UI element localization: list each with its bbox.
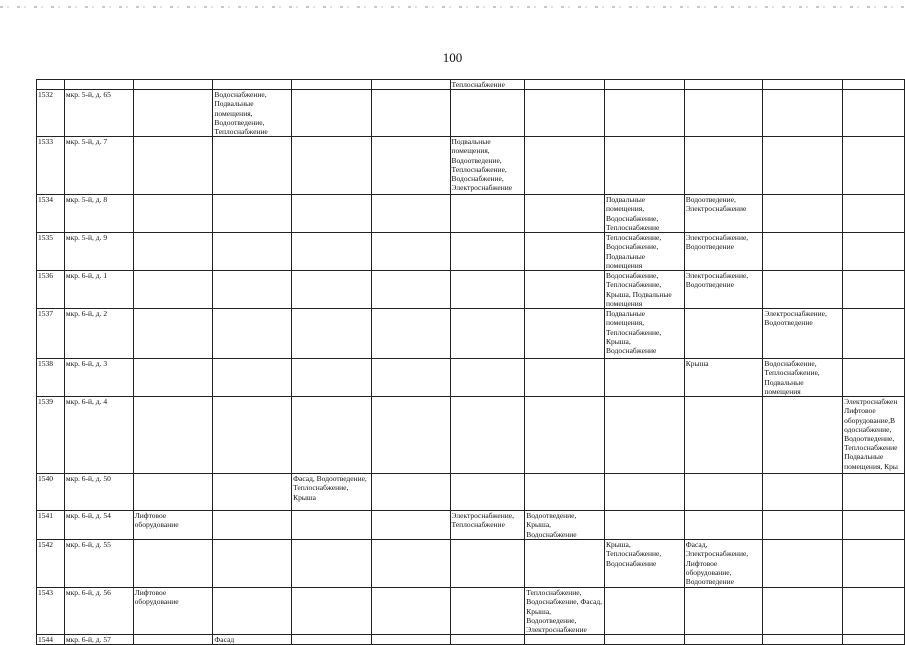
work-type-cell xyxy=(763,271,843,309)
work-type-cell xyxy=(213,80,292,90)
work-type-cell xyxy=(525,195,605,233)
work-type-cell: Водоотведение, Крыша, Водоснабжение xyxy=(525,511,605,540)
address-cell: мкр. 6-й, д. 1 xyxy=(64,271,133,309)
work-type-cell xyxy=(371,233,450,271)
work-type-cell xyxy=(843,359,905,397)
row-number-cell: 1540 xyxy=(37,474,65,511)
work-type-cell xyxy=(525,540,605,588)
work-type-cell xyxy=(843,540,905,588)
work-type-cell xyxy=(133,359,213,397)
work-type-cell xyxy=(684,397,763,474)
work-type-cell xyxy=(763,233,843,271)
table-row xyxy=(37,80,905,90)
table-row xyxy=(37,90,905,137)
work-type-cell xyxy=(213,397,292,474)
work-type-cell xyxy=(763,397,843,474)
address-cell: мкр. 6-й, д. 3 xyxy=(64,359,133,397)
table-body xyxy=(37,80,905,645)
repair-registry-table xyxy=(36,79,905,645)
work-type-cell: Электроснабжен Лифтовое оборудование,В одоснабжение, Водоотведение, Теплоснабжение Подвальные помещения, Кры xyxy=(843,397,905,474)
work-type-cell: Водоотведение, Электроснабжение xyxy=(684,195,763,233)
work-type-cell: Фасад xyxy=(213,635,292,645)
address-cell: мкр. 6-й, д. 57 xyxy=(64,635,133,645)
work-type-cell xyxy=(371,90,450,137)
work-type-cell xyxy=(604,359,684,397)
work-type-cell xyxy=(684,80,763,90)
work-type-cell xyxy=(684,511,763,540)
table-row xyxy=(37,511,905,540)
address-cell: мкр. 5-й, д. 8 xyxy=(64,195,133,233)
work-type-cell xyxy=(213,271,292,309)
work-type-cell xyxy=(684,137,763,195)
work-type-cell xyxy=(525,397,605,474)
work-type-cell xyxy=(763,588,843,635)
work-type-cell xyxy=(213,233,292,271)
address-cell xyxy=(64,80,133,90)
work-type-cell xyxy=(371,540,450,588)
row-number-cell xyxy=(37,80,65,90)
table-row xyxy=(37,309,905,359)
work-type-cell xyxy=(843,271,905,309)
work-type-cell xyxy=(292,540,372,588)
address-cell: мкр. 6-й, д. 56 xyxy=(64,588,133,635)
work-type-cell xyxy=(133,474,213,511)
work-type-cell xyxy=(525,137,605,195)
work-type-cell xyxy=(292,511,372,540)
work-type-cell xyxy=(604,90,684,137)
work-type-cell xyxy=(763,474,843,511)
work-type-cell xyxy=(371,474,450,511)
work-type-cell xyxy=(604,588,684,635)
work-type-cell xyxy=(684,588,763,635)
table-row xyxy=(37,359,905,397)
row-number-cell: 1539 xyxy=(37,397,65,474)
work-type-cell xyxy=(292,137,372,195)
work-type-cell xyxy=(292,195,372,233)
table-row xyxy=(37,195,905,233)
work-type-cell xyxy=(525,80,605,90)
work-type-cell xyxy=(604,397,684,474)
work-type-cell xyxy=(133,271,213,309)
work-type-cell: Крыша, Теплоснабжение, Водоснабжение xyxy=(604,540,684,588)
work-type-cell xyxy=(371,588,450,635)
row-number-cell: 1541 xyxy=(37,511,65,540)
work-type-cell: Фасад, Электроснабжение, Лифтовое оборудование, Водоотведение xyxy=(684,540,763,588)
work-type-cell: Теплоснабжение, Водоснабжение, Фасад, Крыша, Водоотведение, Электроснабжение xyxy=(525,588,605,635)
work-type-cell xyxy=(450,397,525,474)
work-type-cell xyxy=(133,233,213,271)
row-number-cell: 1538 xyxy=(37,359,65,397)
work-type-cell: Теплоснабжение xyxy=(450,80,525,90)
work-type-cell xyxy=(371,271,450,309)
work-type-cell xyxy=(763,80,843,90)
work-type-cell xyxy=(684,309,763,359)
work-type-cell xyxy=(213,474,292,511)
work-type-cell xyxy=(843,474,905,511)
work-type-cell xyxy=(843,588,905,635)
work-type-cell xyxy=(450,588,525,635)
work-type-cell: Крыша xyxy=(684,359,763,397)
work-type-cell: Подвальные помещения, Водоотведение, Теплоснабжение, Водоснабжение, Электроснабжение xyxy=(450,137,525,195)
work-type-cell xyxy=(763,511,843,540)
row-number-cell: 1536 xyxy=(37,271,65,309)
work-type-cell xyxy=(604,474,684,511)
work-type-cell xyxy=(450,233,525,271)
address-cell: мкр. 6-й, д. 54 xyxy=(64,511,133,540)
work-type-cell xyxy=(604,80,684,90)
work-type-cell xyxy=(133,90,213,137)
work-type-cell xyxy=(371,195,450,233)
work-type-cell xyxy=(525,233,605,271)
work-type-cell: Электроснабжение, Теплоснабжение xyxy=(450,511,525,540)
work-type-cell xyxy=(763,90,843,137)
work-type-cell xyxy=(292,309,372,359)
work-type-cell xyxy=(684,474,763,511)
address-cell: мкр. 5-й, д. 9 xyxy=(64,233,133,271)
work-type-cell: Водоснабжение, Теплоснабжение, Подвальные помещения xyxy=(763,359,843,397)
work-type-cell xyxy=(213,359,292,397)
work-type-cell xyxy=(450,195,525,233)
work-type-cell xyxy=(213,137,292,195)
work-type-cell xyxy=(450,90,525,137)
work-type-cell xyxy=(450,540,525,588)
table-row xyxy=(37,540,905,588)
work-type-cell xyxy=(213,540,292,588)
work-type-cell xyxy=(133,540,213,588)
work-type-cell xyxy=(371,80,450,90)
work-type-cell: Электроснабжение, Водоотведение xyxy=(763,309,843,359)
work-type-cell xyxy=(371,309,450,359)
row-number-cell: 1535 xyxy=(37,233,65,271)
work-type-cell xyxy=(292,588,372,635)
work-type-cell xyxy=(133,137,213,195)
work-type-cell xyxy=(525,474,605,511)
work-type-cell: Лифтовое оборудование xyxy=(133,511,213,540)
row-number-cell: 1533 xyxy=(37,137,65,195)
work-type-cell xyxy=(133,309,213,359)
work-type-cell xyxy=(292,233,372,271)
work-type-cell xyxy=(292,397,372,474)
row-number-cell: 1542 xyxy=(37,540,65,588)
work-type-cell xyxy=(450,271,525,309)
work-type-cell xyxy=(843,309,905,359)
address-cell: мкр. 6-й, д. 50 xyxy=(64,474,133,511)
row-number-cell: 1537 xyxy=(37,309,65,359)
work-type-cell xyxy=(213,195,292,233)
table-row xyxy=(37,588,905,635)
work-type-cell xyxy=(843,511,905,540)
work-type-cell xyxy=(450,309,525,359)
table-row xyxy=(37,271,905,309)
table-row xyxy=(37,397,905,474)
work-type-cell: Электроснабжение, Водоотведение xyxy=(684,271,763,309)
work-type-cell xyxy=(843,80,905,90)
row-number-cell: 1543 xyxy=(37,588,65,635)
work-type-cell: Лифтовое оборудование xyxy=(133,588,213,635)
work-type-cell xyxy=(371,511,450,540)
work-type-cell xyxy=(292,359,372,397)
work-type-cell xyxy=(843,137,905,195)
row-number-cell: 1544 xyxy=(37,635,65,645)
work-type-cell xyxy=(371,397,450,474)
table-row xyxy=(37,474,905,511)
work-type-cell xyxy=(763,195,843,233)
work-type-cell xyxy=(371,359,450,397)
work-type-cell xyxy=(133,80,213,90)
work-type-cell xyxy=(213,511,292,540)
work-type-cell xyxy=(213,309,292,359)
work-type-cell xyxy=(133,397,213,474)
address-cell: мкр. 5-й, д. 7 xyxy=(64,137,133,195)
work-type-cell: Теплоснабжение, Водоснабжение, Подвальные помещения xyxy=(604,233,684,271)
work-type-cell xyxy=(525,359,605,397)
table-row xyxy=(37,137,905,195)
address-cell: мкр. 6-й, д. 2 xyxy=(64,309,133,359)
address-cell: мкр. 5-й, д. 65 xyxy=(64,90,133,137)
work-type-cell xyxy=(450,359,525,397)
work-type-cell xyxy=(450,474,525,511)
work-type-cell xyxy=(525,309,605,359)
work-type-cell xyxy=(525,90,605,137)
work-type-cell xyxy=(763,540,843,588)
row-number-cell: 1534 xyxy=(37,195,65,233)
work-type-cell: Водоснабжение, Подвальные помещения, Водоотведение, Теплоснабжение xyxy=(213,90,292,137)
row-number-cell: 1532 xyxy=(37,90,65,137)
work-type-cell xyxy=(843,195,905,233)
address-cell: мкр. 6-й, д. 55 xyxy=(64,540,133,588)
work-type-cell xyxy=(525,271,605,309)
address-cell: мкр. 6-й, д. 4 xyxy=(64,397,133,474)
work-type-cell xyxy=(133,195,213,233)
work-type-cell xyxy=(213,588,292,635)
work-type-cell: Фасад, Водоотведение, Теплоснабжение, Крыша xyxy=(292,474,372,511)
scan-artifact-line xyxy=(0,6,905,8)
work-type-cell xyxy=(684,90,763,137)
work-type-cell: Подвальные помещения, Теплоснабжение, Крыша, Водоснабжение xyxy=(604,309,684,359)
work-type-cell xyxy=(292,90,372,137)
work-type-cell xyxy=(604,511,684,540)
work-type-cell xyxy=(604,137,684,195)
work-type-cell xyxy=(292,80,372,90)
table-row xyxy=(37,233,905,271)
work-type-cell xyxy=(763,137,843,195)
work-type-cell xyxy=(371,137,450,195)
work-type-cell: Электроснабжение, Водоотведение xyxy=(684,233,763,271)
work-type-cell xyxy=(843,90,905,137)
work-type-cell xyxy=(292,271,372,309)
page-number: 100 xyxy=(442,50,463,65)
work-type-cell: Подвальные помещения, Водоснабжение, Теплоснабжение xyxy=(604,195,684,233)
work-type-cell: Водоснабжение, Теплоснабжение, Крыша, Подвальные помещения xyxy=(604,271,684,309)
work-type-cell xyxy=(843,233,905,271)
